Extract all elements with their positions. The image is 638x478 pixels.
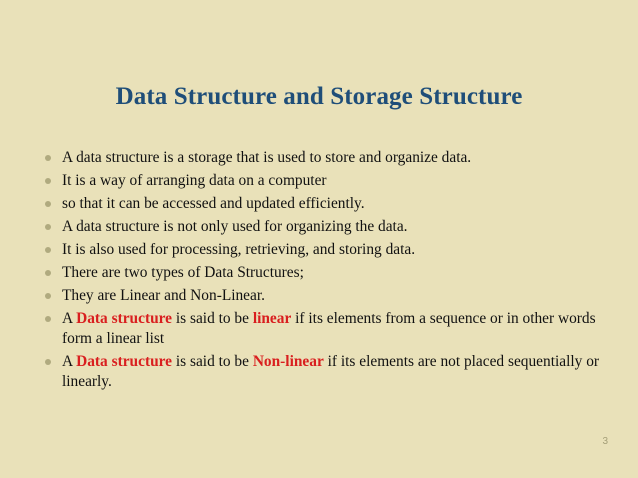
bullet-dot-icon [45,270,51,276]
bullet-item [44,171,614,191]
bullet-text: if its elements from a sequence or in other words form a linear list [62,310,596,347]
bullet-text: so that it can be accessed and updated efficiently. [62,195,365,212]
bullet-list [44,148,614,395]
bullet-text: It is a way of arranging data on a computer [62,172,327,189]
bullet-dot-icon [45,201,51,207]
bullet-item [44,263,614,283]
bullet-text: A data structure is not only used for organizing the data. [62,218,408,235]
bullet-dot-icon [45,224,51,230]
bullet-item [44,240,614,260]
bullet-item [44,286,614,306]
bullet-text: A data structure is a storage that is used to store and organize data. [62,149,472,166]
bullet-text: They are Linear and Non-Linear. [62,287,265,304]
bullet-dot-icon [45,316,51,322]
bullet-dot-icon [45,247,51,253]
bullet-text: if its elements are not placed sequentially or linearly. [62,353,600,390]
page-number: 3 [602,436,608,447]
bullet-item [44,148,614,168]
bullet-item-linear [44,309,614,349]
highlight-term: Data structure [76,310,173,327]
bullet-dot-icon [45,155,51,161]
highlight-keyword: Non-linear [252,353,324,370]
bullet-text: There are two types of Data Structures; [62,264,304,281]
bullet-text: A [62,353,77,370]
bullet-dot-icon [45,178,51,184]
bullet-text: is said to be [172,310,253,327]
bullet-dot-icon [45,293,51,299]
slide-title: Data Structure and Storage Structure [115,83,523,110]
bullet-text: It is also used for processing, retrieving, and storing data. [62,241,416,258]
bullet-item-nonlinear [44,352,614,392]
bullet-dot-icon [45,359,51,365]
bullet-item [44,217,614,237]
bullet-text: A [62,310,77,327]
highlight-term: Data structure [76,353,173,370]
highlight-keyword: linear [252,310,292,327]
bullet-text: is said to be [172,353,253,370]
bullet-item [44,194,614,214]
